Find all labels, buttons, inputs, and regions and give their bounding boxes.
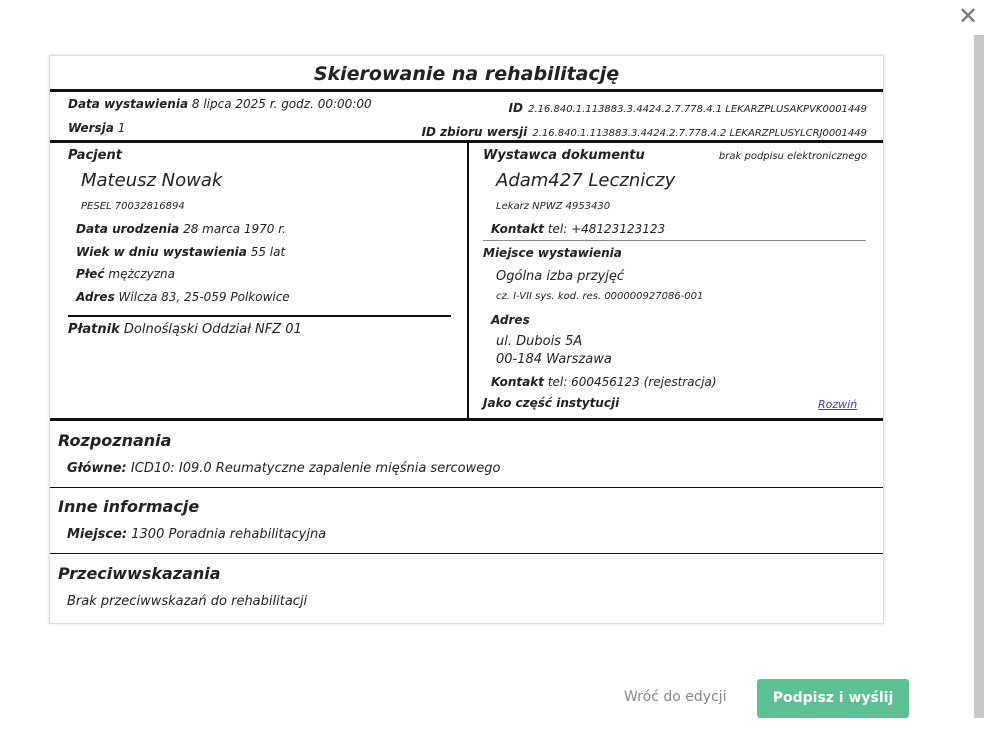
value: Wilcza 83, 25-059 Polkowice bbox=[118, 290, 290, 304]
place-contact bbox=[491, 375, 717, 389]
version bbox=[68, 121, 125, 135]
document-id bbox=[509, 97, 867, 116]
patient-age bbox=[76, 245, 285, 259]
contraindications-heading: Przeciwwskazania bbox=[58, 564, 221, 583]
column-divider bbox=[467, 143, 469, 420]
value: 2.16.840.1.113883.3.4424.2.7.778.4.1 LEKARZPLUSAKPVK0001449 bbox=[528, 104, 867, 115]
close-icon[interactable]: ✕ bbox=[958, 2, 979, 30]
place-info bbox=[67, 527, 326, 542]
contraindications-value: Brak przeciwwskazań do rehabilitacji bbox=[67, 594, 308, 609]
signature-status: brak podpisu elektronicznego bbox=[718, 151, 867, 162]
value: mężczyzna bbox=[108, 267, 176, 281]
issuer-npwz: Lekarz NPWZ 4953430 bbox=[496, 201, 611, 212]
divider bbox=[50, 418, 883, 421]
issuer-name: Adam427 Leczniczy bbox=[496, 170, 676, 191]
referral-document bbox=[49, 55, 884, 624]
institution-label: Jako część instytucji bbox=[483, 396, 620, 410]
value: 28 marca 1970 r. bbox=[183, 222, 286, 236]
divider bbox=[50, 553, 883, 554]
value: 55 lat bbox=[250, 245, 286, 259]
label: ID bbox=[508, 101, 523, 115]
value: 2.16.840.1.113883.3.4424.2.7.778.4.2 LEKARZPLUSYLCRJ0001449 bbox=[532, 128, 867, 139]
value: 8 lipca 2025 r. godz. 00:00:00 bbox=[191, 97, 372, 111]
label: Wiek w dniu wystawienia bbox=[76, 245, 247, 259]
place-code: cz. I-VII sys. kod. res. 000000927086-001 bbox=[496, 291, 704, 302]
place-heading: Miejsce wystawienia bbox=[483, 246, 622, 260]
divider bbox=[68, 315, 451, 317]
version-set-id bbox=[422, 121, 867, 140]
place-name: Ogólna izba przyjęć bbox=[496, 269, 625, 284]
label: Adres bbox=[76, 290, 115, 304]
issuer-contact bbox=[491, 222, 665, 236]
label: Główne: bbox=[67, 461, 127, 476]
other-info-heading: Inne informacje bbox=[58, 497, 200, 516]
scrollbar[interactable] bbox=[974, 35, 984, 718]
divider bbox=[50, 89, 883, 92]
value: ICD10: I09.0 Reumatyczne zapalenie mięśnia sercowego bbox=[130, 461, 501, 476]
label: Data wystawienia bbox=[68, 97, 189, 111]
patient-dob bbox=[76, 222, 286, 236]
patient-heading: Pacjent bbox=[68, 148, 122, 163]
place-address-line1: ul. Dubois 5A bbox=[496, 334, 583, 349]
value: 1300 Poradnia rehabilitacyjna bbox=[131, 527, 327, 542]
place-address-label: Adres bbox=[491, 313, 530, 327]
label: Płatnik bbox=[68, 322, 120, 337]
issue-date bbox=[68, 97, 372, 111]
sign-and-send-button[interactable]: Podpisz i wyślij bbox=[757, 679, 909, 718]
value: tel: +48123123123 bbox=[547, 222, 666, 236]
main-diagnosis bbox=[67, 461, 500, 476]
patient-pesel: PESEL 70032816894 bbox=[81, 201, 185, 212]
patient-sex bbox=[76, 267, 175, 281]
issuer-heading: Wystawca dokumentu bbox=[483, 148, 645, 163]
divider bbox=[483, 240, 866, 241]
label: Miejsce: bbox=[67, 527, 128, 542]
label: Kontakt bbox=[491, 222, 544, 236]
value: 1 bbox=[117, 121, 126, 135]
label: ID zbioru wersji bbox=[421, 125, 528, 139]
label: Wersja bbox=[68, 121, 114, 135]
document-title: Skierowanie na rehabilitację bbox=[313, 63, 620, 85]
value: tel: 600456123 (rejestracja) bbox=[547, 375, 717, 389]
diagnoses-heading: Rozpoznania bbox=[58, 431, 172, 450]
value: Dolnośląski Oddział NFZ 01 bbox=[123, 322, 302, 337]
label: Kontakt bbox=[491, 375, 544, 389]
label: Data urodzenia bbox=[76, 222, 180, 236]
label: Płeć bbox=[76, 267, 105, 281]
back-to-edit-button[interactable]: Wróć do edycji bbox=[624, 689, 727, 705]
patient-name: Mateusz Nowak bbox=[81, 170, 223, 191]
expand-link[interactable]: Rozwiń bbox=[818, 398, 858, 411]
divider bbox=[50, 487, 883, 488]
place-address-line2: 00-184 Warszawa bbox=[496, 352, 612, 367]
patient-address bbox=[76, 290, 290, 304]
payer bbox=[68, 322, 302, 337]
